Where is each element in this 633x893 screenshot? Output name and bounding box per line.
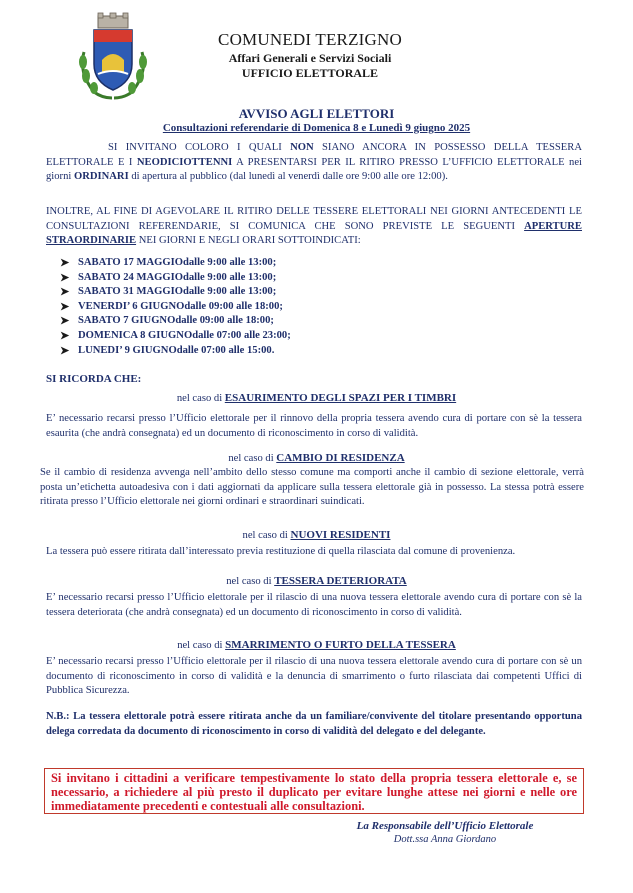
case-text: La tessera può essere ritirata dall’interessato previa restituzione di quella rilasciata dal comune di provenienza.: [46, 546, 516, 557]
nb-label: N.B.:: [46, 711, 70, 722]
ricorda-heading: SI RICORDA CHE:: [46, 373, 142, 385]
openings-list: [60, 256, 291, 358]
case-heading: nel caso di NUOVI RESIDENTI: [242, 529, 391, 541]
extra-openings-paragraph: INOLTRE, AL FINE DI AGEVOLARE IL RITIRO DELLE TESSERE ELETTORALI NEI GIORNI ANTECEDENTI LE CONSULTAZIONI REFERENDARIE, SI COMUNICA CHE SONO PREVISTE LE SEGUENTI APERTURE STRAORDINARIE NEI GIORNI E NEGLI ORARI SOTTOINDICATI:: [46, 206, 582, 246]
notice-title: AVVISO AGLI ELETTORI: [238, 106, 395, 121]
list-item: ➤ SABATO 17 MAGGIO dalle 9:00 alle 13:00;: [60, 257, 277, 269]
list-item: ➤ SABATO 24 MAGGIO dalle 9:00 alle 13:00;: [60, 271, 277, 284]
header: [160, 30, 460, 81]
list-item: ➤ DOMENICA 8 GIUGNO dalle 07:00 alle 23:00;: [60, 329, 291, 342]
case-heading: nel caso di ESAURIMENTO DEGLI SPAZI PER I TIMBRI: [176, 392, 457, 404]
department-subtitle: Affari Generali e Servizi Sociali: [228, 51, 392, 65]
warning-box: Si invitano i cittadini a verificare tempestivamente lo stato della propria tessera elettorale e, se necessario, a richiedere al più presto il duplicato per evitare lunghe attese nei giorni e nelle ore immediatamente precedenti e contestuali alle consultazioni.: [44, 768, 584, 814]
list-item: ➤ SABATO 7 GIUGNO dalle 09:00 alle 18:00;: [60, 315, 274, 328]
comune-title: COMUNEDI TERZIGNO: [218, 30, 402, 49]
arrow-bullet-icon: ➤: [60, 344, 70, 357]
list-item: ➤ SABATO 31 MAGGIO dalle 9:00 alle 13:00;: [60, 286, 277, 299]
arrow-bullet-icon: ➤: [60, 271, 70, 284]
list-item: ➤ LUNEDI’ 9 GIUGNO dalle 07:00 alle 15:00.: [60, 344, 275, 357]
intro-paragraph: SI INVITANO COLORO I QUALI NON SIANO ANCORA IN POSSESSO DELLA TESSERA ELETTORALE E I NEODICIOTTENNI A PRESENTARSI PER IL RITIRO PRESSO L’UFFICIO ELETTORALE nei giorni ORDINARI di apertura al pubblico (dal lunedì al venerdì dalle ore 9:00 alle ore 12:00).: [46, 142, 582, 182]
case-text: E’ necessario recarsi presso l’Ufficio elettorale per il rilascio di una nuova tessera elettorale avendo cura di portare con sè un documento di riconoscimento in corso di validità e la denuncia di smarrimento o furto rilasciata dai competenti Uffici di Pubblica Sicurezza.: [46, 656, 582, 696]
case-text: E’ necessario recarsi presso l’Ufficio elettorale per il rilascio di una nuova tessera elettorale avendo cura di portare con sè la tessera deteriorata (che andrà consegnata) ed un documento di riconoscimento in corso di validità.: [46, 592, 582, 618]
aperture-straordinarie: APERTURE STRAORDINARIE: [46, 220, 582, 246]
office-name: UFFICIO ELETTORALE: [241, 66, 379, 80]
ordinari-emphasis: ORDINARI: [73, 171, 129, 182]
arrow-bullet-icon: ➤: [60, 257, 70, 269]
arrow-bullet-icon: ➤: [60, 300, 70, 313]
arrow-bullet-icon: ➤: [60, 315, 70, 328]
signature-block: [340, 820, 550, 845]
signature-role: La Responsabile dell’Ufficio Elettorale: [356, 820, 534, 832]
case-text: E’ necessario recarsi presso l’Ufficio elettorale per il rinnovo della propria tessera avendo cura di portare con sè la tessera esaurita (che andrà consegnata) ed un documento di riconoscimento in corso di validità.: [46, 413, 582, 439]
arrow-bullet-icon: ➤: [60, 286, 70, 299]
consultation-subtitle: Consultazioni referendarie di Domenica 8 e Lunedì 9 giugno 2025: [162, 122, 471, 134]
signature-name: Dott.ssa Anna Giordano: [393, 834, 497, 845]
municipal-crest-icon: [74, 12, 152, 100]
neodiciottenni-emphasis: NEODICIOTTENNI: [136, 156, 233, 168]
arrow-bullet-icon: ➤: [60, 329, 70, 342]
non-emphasis: NON: [290, 142, 314, 153]
case-heading: nel caso di TESSERA DETERIORATA: [226, 575, 407, 587]
list-item: ➤ VENERDI’ 6 GIUGNO dalle 09:00 alle 18:00;: [60, 300, 283, 313]
case-heading: nel caso di CAMBIO DI RESIDENZA: [228, 452, 405, 464]
nb-paragraph: N.B.: La tessera elettorale potrà essere ritirata anche da un familiare/convivente del titolare presentando opportuna delega corredata da documento di riconoscimento in corso di validità del delegato e del delegante.: [46, 711, 582, 737]
case-heading: nel caso di SMARRIMENTO O FURTO DELLA TESSERA: [177, 639, 456, 651]
case-text: Se il cambio di residenza avvenga nell’ambito dello stesso comune ma comporti anche il cambio di sezione elettorale, verrà posta un’etichetta autoadesiva con i dati aggiornati da applicare sulla tessera elettorale già in possesso. La stessa potrà essere ritirata presso l’Ufficio elettorale nei giorni ordinari e straordinari suindicati.: [40, 467, 584, 507]
